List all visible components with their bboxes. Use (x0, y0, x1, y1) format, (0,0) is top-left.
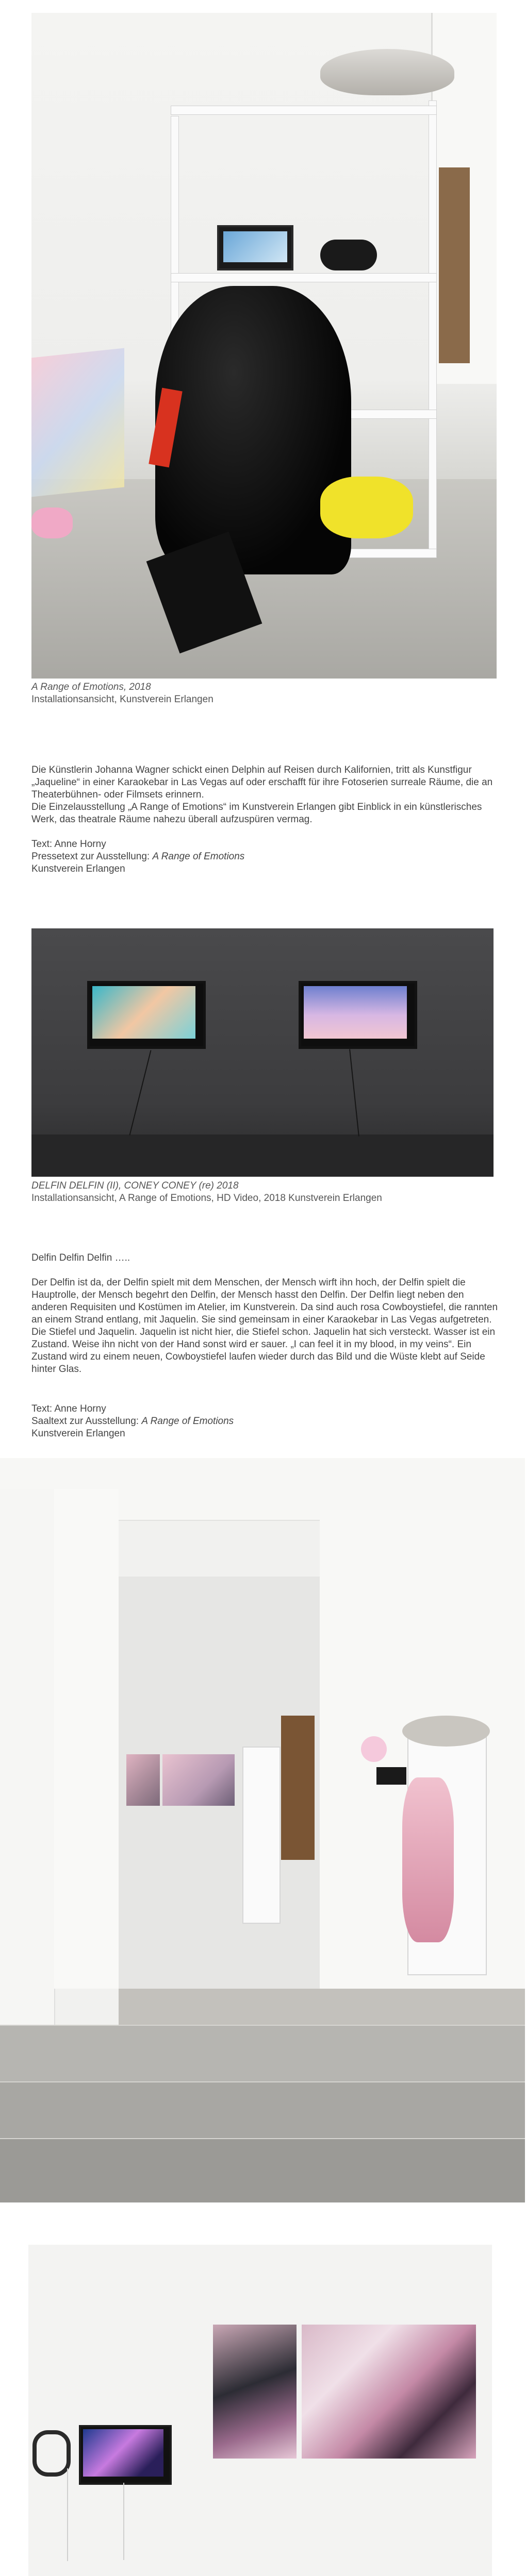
shelf-post-right (429, 100, 437, 555)
wall-print (126, 1754, 160, 1806)
author: Text: Anne Horny (31, 839, 106, 850)
dolphin-prop (402, 1716, 490, 1747)
dolphin-prop (320, 49, 454, 95)
caption-subtitle: Installationsansicht, Kunstverein Erlangen (31, 694, 213, 705)
source-title: A Range of Emotions (152, 851, 245, 862)
stair-step (0, 2025, 525, 2082)
source (31, 851, 244, 863)
press-text-body2: Die Einzelausstellung „A Range of Emotions“ im Kunstverein Erlangen gibt Einblick in ein künstlerisches Werk, das theatrale Räume nahezu überall aufzuspüren vermag. (31, 802, 482, 825)
pink-costume (402, 1777, 454, 1942)
monitor-screen (223, 231, 287, 262)
caption-photo1 (31, 681, 213, 706)
photo-print-left (213, 2325, 297, 2459)
caption-photo2 (31, 1180, 382, 1205)
press-credits (31, 838, 244, 875)
wooden-door (439, 167, 470, 363)
installation-photo-shelf (31, 13, 497, 679)
source (31, 1415, 234, 1428)
installation-photo-gallery (0, 1458, 525, 2202)
cable (123, 2483, 124, 2560)
floor (119, 1989, 525, 2030)
press-text (31, 764, 501, 826)
small-monitor (376, 1767, 406, 1785)
source-prefix: Saaltext zur Ausstellung: (31, 1416, 142, 1427)
shelf-board (171, 273, 437, 282)
cable (67, 2468, 68, 2561)
shelf-board (171, 106, 437, 115)
installation-photo-prints (28, 2245, 492, 2576)
black-costume (155, 286, 351, 574)
photo-print-right (302, 2325, 476, 2459)
pillar (54, 1489, 119, 1989)
pink-object (31, 507, 73, 538)
source-prefix: Pressetext zur Ausstellung: (31, 851, 153, 862)
caption-title: DELFIN DELFIN (II), CONEY CONEY (re) 2018 (31, 1180, 239, 1191)
author: Text: Anne Horny (31, 1403, 106, 1414)
video-still-right (304, 986, 407, 1039)
room-text-body: Der Delfin ist da, der Delfin spielt mit dem Menschen, der Mensch wirft ihn hoch, der Delfin spielt die Hauptrolle, der Mensch begehrt den Delfin, der Mensch hasst den Delfin. Der Delfin liegt neben den anderen Requisiten und Kostümen im Atelier, im Kunstverein. Da sind auch rosa Cowboystiefel, die rannten an einem Strand entlang, mit Jaquelin. Sie sind gemeinsam in einer Karaokebar in Las Vegas aufgetreten. Die Stiefel und Jaquelin. Jaquelin ist nicht hier, die Stiefel schon. Jaquelin hat sich versteckt. Wasser ist ein Zustand. Weise ihn nicht von der Hand sonst wird er sauer. „I can feel it in my blood, in my veins“. Ein Zustand wird zu einem neuen, Cowboystiefel laufen wieder durch das Bild und die Wüste klebt auf Seide hinter Glas. (31, 1277, 498, 1375)
headphones-icon (320, 240, 377, 270)
room-text (31, 1252, 501, 1376)
floor (31, 1134, 494, 1177)
cable (129, 1050, 151, 1135)
headphones-icon (32, 2430, 71, 2477)
yellow-garment (320, 477, 413, 538)
pillar (0, 1489, 55, 2025)
caption-title: A Range of Emotions, 2018 (31, 682, 151, 692)
wall-print (162, 1754, 235, 1806)
wooden-door (281, 1716, 315, 1860)
institution: Kunstverein Erlangen (31, 863, 125, 874)
room-credits (31, 1403, 234, 1440)
source-title: A Range of Emotions (141, 1416, 234, 1427)
back-shelf (242, 1747, 281, 1924)
institution: Kunstverein Erlangen (31, 1428, 125, 1439)
caption-subtitle: Installationsansicht, A Range of Emotions, HD Video, 2018 Kunstverein Erlangen (31, 1193, 382, 1204)
installation-photo-screens (31, 928, 494, 1177)
cable (349, 1049, 359, 1136)
stair-step (0, 2081, 525, 2139)
stair-step (0, 2138, 525, 2202)
video-still (83, 2429, 163, 2477)
video-still-left (92, 986, 195, 1039)
pink-plate (361, 1736, 387, 1762)
room-text-heading: Delfin Delfin Delfin ….. (31, 1252, 130, 1263)
press-text-body: Die Künstlerin Johanna Wagner schickt einen Delphin auf Reisen durch Kalifornien, tritt als Kunstfigur „Jaqueline“ in einer Karaokebar in Las Vegas auf oder erschafft für ihre Fotoserien surreale Räume, die an Theaterbühnen- oder Filmsets erinnern. (31, 765, 493, 800)
leaning-artwork (31, 348, 124, 497)
